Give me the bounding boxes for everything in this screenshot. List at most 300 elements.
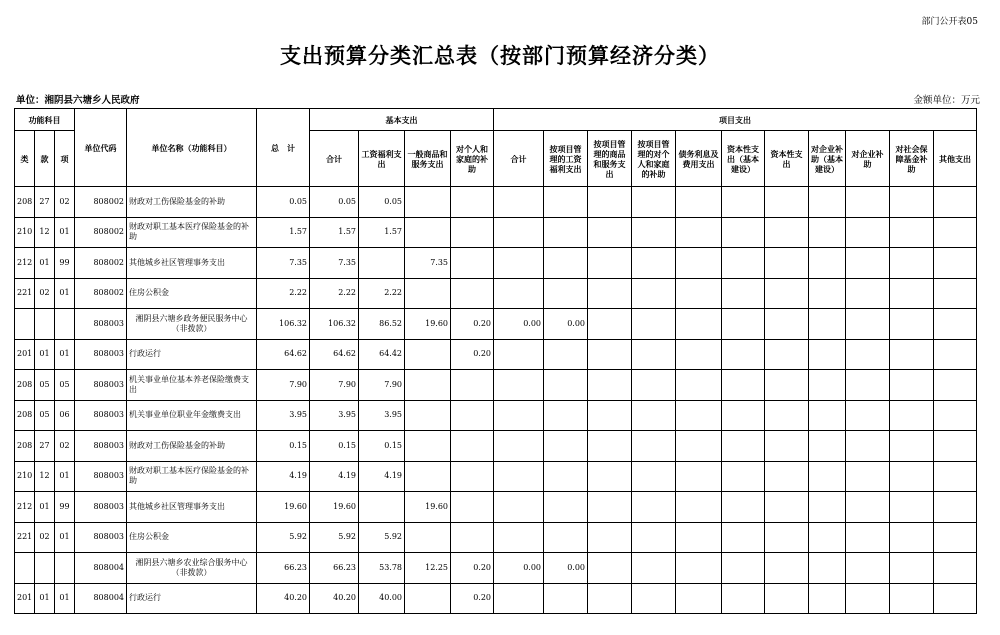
empty-cell xyxy=(588,217,632,248)
empty-cell xyxy=(676,522,722,553)
proj-sum-cell xyxy=(494,248,544,279)
page-title: 支出预算分类汇总表（按部门预算经济分类） xyxy=(280,43,720,68)
kuan-cell: 12 xyxy=(35,217,55,248)
empty-cell xyxy=(632,248,676,279)
kuan-cell: 01 xyxy=(35,248,55,279)
total-cell: 64.62 xyxy=(257,339,310,370)
unit-name-cell: 住房公积金 xyxy=(127,278,257,309)
empty-cell xyxy=(809,339,846,370)
empty-cell xyxy=(809,553,846,584)
table-row xyxy=(15,553,977,584)
basic-wage-cell: 0.05 xyxy=(359,187,405,218)
unit-name-cell: 机关事业单位职业年金缴费支出 xyxy=(127,400,257,431)
proj-sum-cell xyxy=(494,339,544,370)
lei-header: 类 xyxy=(15,131,35,187)
empty-cell xyxy=(632,553,676,584)
empty-cell xyxy=(890,431,934,462)
unit-code-cell: 808002 xyxy=(75,217,127,248)
unit-code-cell: 808003 xyxy=(75,431,127,462)
empty-cell xyxy=(722,553,765,584)
xiang-cell: 99 xyxy=(55,248,75,279)
empty-cell xyxy=(765,400,809,431)
basic-wage-cell: 1.57 xyxy=(359,217,405,248)
basic-personal-cell: 0.20 xyxy=(451,583,494,614)
kuan-cell: 02 xyxy=(35,522,55,553)
lei-cell xyxy=(15,309,35,340)
empty-cell xyxy=(765,583,809,614)
empty-cell xyxy=(588,278,632,309)
proj-wage-header: 按项目管理的工资福利支出 xyxy=(544,131,588,187)
empty-cell xyxy=(846,339,890,370)
empty-cell xyxy=(765,553,809,584)
proj-sum-header: 合计 xyxy=(494,131,544,187)
basic-goods-cell xyxy=(405,217,451,248)
basic-personal-cell xyxy=(451,248,494,279)
xiang-cell: 06 xyxy=(55,400,75,431)
empty-cell xyxy=(722,217,765,248)
basic-goods-cell xyxy=(405,583,451,614)
unit-code-header: 单位代码 xyxy=(75,109,127,187)
empty-cell xyxy=(890,461,934,492)
empty-cell xyxy=(765,278,809,309)
basic-personal-cell xyxy=(451,400,494,431)
xiang-cell: 99 xyxy=(55,492,75,523)
xiang-cell xyxy=(55,309,75,340)
proj-sum-cell xyxy=(494,370,544,401)
proj-wage-cell xyxy=(544,583,588,614)
basic-wage-cell: 0.15 xyxy=(359,431,405,462)
proj-wage-cell xyxy=(544,339,588,370)
basic-personal-cell xyxy=(451,431,494,462)
basic-wage-cell: 7.90 xyxy=(359,370,405,401)
empty-cell xyxy=(934,431,977,462)
empty-cell xyxy=(632,492,676,523)
total-cell: 0.05 xyxy=(257,187,310,218)
proj-wage-cell: 0.00 xyxy=(544,309,588,340)
empty-cell xyxy=(809,187,846,218)
basic-sum-cell: 5.92 xyxy=(310,522,359,553)
proj-wage-cell xyxy=(544,461,588,492)
empty-cell xyxy=(722,187,765,218)
basic-header: 基本支出 xyxy=(310,109,494,131)
func-subject-header: 功能科目 xyxy=(15,109,75,131)
total-cell: 1.57 xyxy=(257,217,310,248)
empty-cell xyxy=(676,370,722,401)
empty-cell xyxy=(890,400,934,431)
unit-label: 单位：湘阴县六塘乡人民政府 xyxy=(16,95,140,106)
basic-wage-cell xyxy=(359,248,405,279)
empty-cell xyxy=(632,217,676,248)
basic-personal-cell: 0.20 xyxy=(451,553,494,584)
table-row xyxy=(15,339,977,370)
expenditure-table xyxy=(14,108,977,614)
basic-wage-cell: 2.22 xyxy=(359,278,405,309)
basic-sum-cell: 7.90 xyxy=(310,370,359,401)
proj-wage-cell: 0.00 xyxy=(544,553,588,584)
xiang-cell: 05 xyxy=(55,370,75,401)
basic-wage-cell: 40.00 xyxy=(359,583,405,614)
basic-personal-cell xyxy=(451,370,494,401)
empty-cell xyxy=(846,309,890,340)
xiang-cell: 01 xyxy=(55,278,75,309)
empty-cell xyxy=(676,339,722,370)
basic-wage-cell: 64.42 xyxy=(359,339,405,370)
lei-cell: 210 xyxy=(15,217,35,248)
xiang-cell: 01 xyxy=(55,583,75,614)
empty-cell xyxy=(934,492,977,523)
empty-cell xyxy=(588,553,632,584)
lei-cell: 212 xyxy=(15,248,35,279)
empty-cell xyxy=(890,309,934,340)
empty-cell xyxy=(846,492,890,523)
lei-cell xyxy=(15,553,35,584)
basic-sum-cell: 1.57 xyxy=(310,217,359,248)
proj-capital-header: 资本性支出 xyxy=(765,131,809,187)
project-header: 项目支出 xyxy=(494,109,977,131)
empty-cell xyxy=(765,431,809,462)
empty-cell xyxy=(722,248,765,279)
proj-sum-cell xyxy=(494,461,544,492)
total-cell: 7.90 xyxy=(257,370,310,401)
empty-cell xyxy=(588,187,632,218)
proj-capital-basic-header: 资本性支出（基本建设） xyxy=(722,131,765,187)
proj-sum-cell xyxy=(494,492,544,523)
xiang-cell: 01 xyxy=(55,522,75,553)
empty-cell xyxy=(809,492,846,523)
xiang-cell: 01 xyxy=(55,461,75,492)
empty-cell xyxy=(676,248,722,279)
total-header: 总 计 xyxy=(257,109,310,187)
empty-cell xyxy=(588,248,632,279)
empty-cell xyxy=(765,461,809,492)
empty-cell xyxy=(676,461,722,492)
empty-cell xyxy=(676,492,722,523)
basic-sum-cell: 3.95 xyxy=(310,400,359,431)
proj-personal-header: 按项目管理的对个人和家庭的补助 xyxy=(632,131,676,187)
form-number: 部门公开表05 xyxy=(921,17,978,27)
basic-goods-cell xyxy=(405,370,451,401)
empty-cell xyxy=(722,431,765,462)
kuan-cell: 27 xyxy=(35,187,55,218)
empty-cell xyxy=(890,278,934,309)
unit-name-cell: 财政对工伤保险基金的补助 xyxy=(127,187,257,218)
empty-cell xyxy=(934,583,977,614)
empty-cell xyxy=(890,339,934,370)
empty-cell xyxy=(588,583,632,614)
empty-cell xyxy=(676,583,722,614)
empty-cell xyxy=(934,461,977,492)
total-cell: 0.15 xyxy=(257,431,310,462)
empty-cell xyxy=(632,522,676,553)
empty-cell xyxy=(934,553,977,584)
total-cell: 7.35 xyxy=(257,248,310,279)
proj-social-header: 对社会保障基金补助 xyxy=(890,131,934,187)
kuan-header: 款 xyxy=(35,131,55,187)
basic-goods-header: 一般商品和服务支出 xyxy=(405,131,451,187)
basic-sum-cell: 2.22 xyxy=(310,278,359,309)
empty-cell xyxy=(588,522,632,553)
kuan-cell: 01 xyxy=(35,492,55,523)
empty-cell xyxy=(809,248,846,279)
basic-goods-cell: 7.35 xyxy=(405,248,451,279)
empty-cell xyxy=(676,400,722,431)
proj-wage-cell xyxy=(544,278,588,309)
total-cell: 19.60 xyxy=(257,492,310,523)
empty-cell xyxy=(676,278,722,309)
basic-personal-cell xyxy=(451,522,494,553)
empty-cell xyxy=(632,431,676,462)
empty-cell xyxy=(846,278,890,309)
basic-personal-cell: 0.20 xyxy=(451,309,494,340)
unit-name-cell: 行政运行 xyxy=(127,339,257,370)
empty-cell xyxy=(846,522,890,553)
kuan-cell: 01 xyxy=(35,583,55,614)
empty-cell xyxy=(846,461,890,492)
empty-cell xyxy=(890,492,934,523)
unit-code-cell: 808003 xyxy=(75,309,127,340)
unit-name-cell: 财政对职工基本医疗保险基金的补助 xyxy=(127,461,257,492)
empty-cell xyxy=(722,309,765,340)
kuan-cell xyxy=(35,553,55,584)
basic-goods-cell xyxy=(405,400,451,431)
proj-debt-header: 债务利息及费用支出 xyxy=(676,131,722,187)
empty-cell xyxy=(890,217,934,248)
table-row xyxy=(15,583,977,614)
empty-cell xyxy=(676,553,722,584)
empty-cell xyxy=(765,217,809,248)
basic-wage-cell: 3.95 xyxy=(359,400,405,431)
empty-cell xyxy=(588,492,632,523)
proj-sum-cell xyxy=(494,522,544,553)
basic-goods-cell xyxy=(405,522,451,553)
empty-cell xyxy=(588,431,632,462)
proj-sum-cell xyxy=(494,583,544,614)
basic-sum-cell: 0.05 xyxy=(310,187,359,218)
empty-cell xyxy=(809,400,846,431)
empty-cell xyxy=(846,553,890,584)
table-body xyxy=(15,187,977,614)
table-row xyxy=(15,278,977,309)
unit-name-header: 单位名称（功能科目） xyxy=(127,109,257,187)
basic-personal-cell xyxy=(451,217,494,248)
empty-cell xyxy=(890,522,934,553)
unit-code-cell: 808003 xyxy=(75,339,127,370)
empty-cell xyxy=(632,309,676,340)
empty-cell xyxy=(765,492,809,523)
empty-cell xyxy=(934,370,977,401)
basic-wage-cell: 4.19 xyxy=(359,461,405,492)
empty-cell xyxy=(632,278,676,309)
empty-cell xyxy=(890,553,934,584)
proj-sum-cell xyxy=(494,187,544,218)
kuan-cell: 12 xyxy=(35,461,55,492)
empty-cell xyxy=(934,309,977,340)
empty-cell xyxy=(934,522,977,553)
basic-goods-cell: 12.25 xyxy=(405,553,451,584)
basic-wage-cell: 53.78 xyxy=(359,553,405,584)
proj-ent-basic-header: 对企业补助（基本建设） xyxy=(809,131,846,187)
empty-cell xyxy=(676,309,722,340)
basic-wage-header: 工资福利支出 xyxy=(359,131,405,187)
basic-sum-cell: 64.62 xyxy=(310,339,359,370)
empty-cell xyxy=(809,278,846,309)
empty-cell xyxy=(588,339,632,370)
empty-cell xyxy=(765,248,809,279)
table-row xyxy=(15,522,977,553)
kuan-cell: 01 xyxy=(35,339,55,370)
unit-code-cell: 808003 xyxy=(75,461,127,492)
empty-cell xyxy=(846,217,890,248)
empty-cell xyxy=(890,187,934,218)
total-cell: 66.23 xyxy=(257,553,310,584)
table-row xyxy=(15,400,977,431)
lei-cell: 210 xyxy=(15,461,35,492)
lei-cell: 208 xyxy=(15,431,35,462)
unit-code-cell: 808004 xyxy=(75,553,127,584)
unit-name-cell: 其他城乡社区管理事务支出 xyxy=(127,248,257,279)
xiang-cell: 02 xyxy=(55,187,75,218)
total-cell: 3.95 xyxy=(257,400,310,431)
empty-cell xyxy=(632,400,676,431)
basic-goods-cell xyxy=(405,278,451,309)
empty-cell xyxy=(765,522,809,553)
unit-name-cell: 财政对工伤保险基金的补助 xyxy=(127,431,257,462)
empty-cell xyxy=(632,370,676,401)
proj-ent-header: 对企业补助 xyxy=(846,131,890,187)
lei-cell: 212 xyxy=(15,492,35,523)
empty-cell xyxy=(632,461,676,492)
unit-code-cell: 808003 xyxy=(75,522,127,553)
unit-name-cell: 行政运行 xyxy=(127,583,257,614)
proj-sum-cell: 0.00 xyxy=(494,553,544,584)
empty-cell xyxy=(934,278,977,309)
basic-wage-cell: 86.52 xyxy=(359,309,405,340)
empty-cell xyxy=(588,309,632,340)
unit-code-cell: 808003 xyxy=(75,400,127,431)
basic-wage-cell xyxy=(359,492,405,523)
unit-code-cell: 808003 xyxy=(75,370,127,401)
unit-name-cell: 财政对职工基本医疗保险基金的补助 xyxy=(127,217,257,248)
basic-personal-cell xyxy=(451,187,494,218)
empty-cell xyxy=(890,248,934,279)
empty-cell xyxy=(632,187,676,218)
basic-goods-cell xyxy=(405,431,451,462)
unit-name-cell: 湘阴县六塘乡政务便民服务中心（非拨款） xyxy=(127,309,257,340)
lei-cell: 221 xyxy=(15,522,35,553)
empty-cell xyxy=(809,461,846,492)
empty-cell xyxy=(809,522,846,553)
empty-cell xyxy=(632,339,676,370)
kuan-cell: 02 xyxy=(35,278,55,309)
table-row xyxy=(15,461,977,492)
basic-goods-cell xyxy=(405,339,451,370)
unit-code-cell: 808002 xyxy=(75,248,127,279)
empty-cell xyxy=(765,187,809,218)
basic-personal-cell xyxy=(451,492,494,523)
proj-other-header: 其他支出 xyxy=(934,131,977,187)
table-row xyxy=(15,492,977,523)
empty-cell xyxy=(722,370,765,401)
empty-cell xyxy=(846,431,890,462)
empty-cell xyxy=(846,248,890,279)
empty-cell xyxy=(765,370,809,401)
unit-name-cell: 住房公积金 xyxy=(127,522,257,553)
empty-cell xyxy=(809,309,846,340)
kuan-cell: 05 xyxy=(35,400,55,431)
total-cell: 106.32 xyxy=(257,309,310,340)
empty-cell xyxy=(722,492,765,523)
basic-goods-cell xyxy=(405,187,451,218)
proj-sum-cell xyxy=(494,431,544,462)
empty-cell xyxy=(934,217,977,248)
basic-sum-header: 合计 xyxy=(310,131,359,187)
basic-sum-cell: 7.35 xyxy=(310,248,359,279)
proj-sum-cell xyxy=(494,217,544,248)
basic-goods-cell: 19.60 xyxy=(405,309,451,340)
table-row xyxy=(15,431,977,462)
unit-name-cell: 机关事业单位基本养老保险缴费支出 xyxy=(127,370,257,401)
basic-sum-cell: 66.23 xyxy=(310,553,359,584)
lei-cell: 208 xyxy=(15,370,35,401)
lei-cell: 208 xyxy=(15,400,35,431)
empty-cell xyxy=(722,278,765,309)
empty-cell xyxy=(722,400,765,431)
empty-cell xyxy=(722,583,765,614)
basic-sum-cell: 0.15 xyxy=(310,431,359,462)
empty-cell xyxy=(846,187,890,218)
proj-wage-cell xyxy=(544,248,588,279)
unit-code-cell: 808002 xyxy=(75,187,127,218)
empty-cell xyxy=(846,370,890,401)
total-cell: 5.92 xyxy=(257,522,310,553)
total-cell: 40.20 xyxy=(257,583,310,614)
table-row xyxy=(15,187,977,218)
xiang-header: 项 xyxy=(55,131,75,187)
empty-cell xyxy=(588,461,632,492)
empty-cell xyxy=(934,400,977,431)
unit-name-cell: 其他城乡社区管理事务支出 xyxy=(127,492,257,523)
empty-cell xyxy=(632,583,676,614)
unit-code-cell: 808003 xyxy=(75,492,127,523)
basic-personal-cell: 0.20 xyxy=(451,339,494,370)
empty-cell xyxy=(934,248,977,279)
empty-cell xyxy=(890,370,934,401)
kuan-cell: 27 xyxy=(35,431,55,462)
empty-cell xyxy=(809,431,846,462)
table-row xyxy=(15,217,977,248)
lei-cell: 201 xyxy=(15,339,35,370)
empty-cell xyxy=(765,339,809,370)
proj-wage-cell xyxy=(544,400,588,431)
basic-sum-cell: 19.60 xyxy=(310,492,359,523)
empty-cell xyxy=(765,309,809,340)
xiang-cell: 01 xyxy=(55,217,75,248)
empty-cell xyxy=(722,461,765,492)
table-row xyxy=(15,248,977,279)
table-row xyxy=(15,309,977,340)
xiang-cell: 02 xyxy=(55,431,75,462)
proj-wage-cell xyxy=(544,431,588,462)
proj-wage-cell xyxy=(544,217,588,248)
empty-cell xyxy=(846,400,890,431)
table-row xyxy=(15,370,977,401)
proj-wage-cell xyxy=(544,187,588,218)
basic-sum-cell: 40.20 xyxy=(310,583,359,614)
empty-cell xyxy=(809,217,846,248)
empty-cell xyxy=(809,583,846,614)
unit-name-cell: 湘阴县六塘乡农业综合服务中心（非拨款） xyxy=(127,553,257,584)
proj-sum-cell xyxy=(494,278,544,309)
